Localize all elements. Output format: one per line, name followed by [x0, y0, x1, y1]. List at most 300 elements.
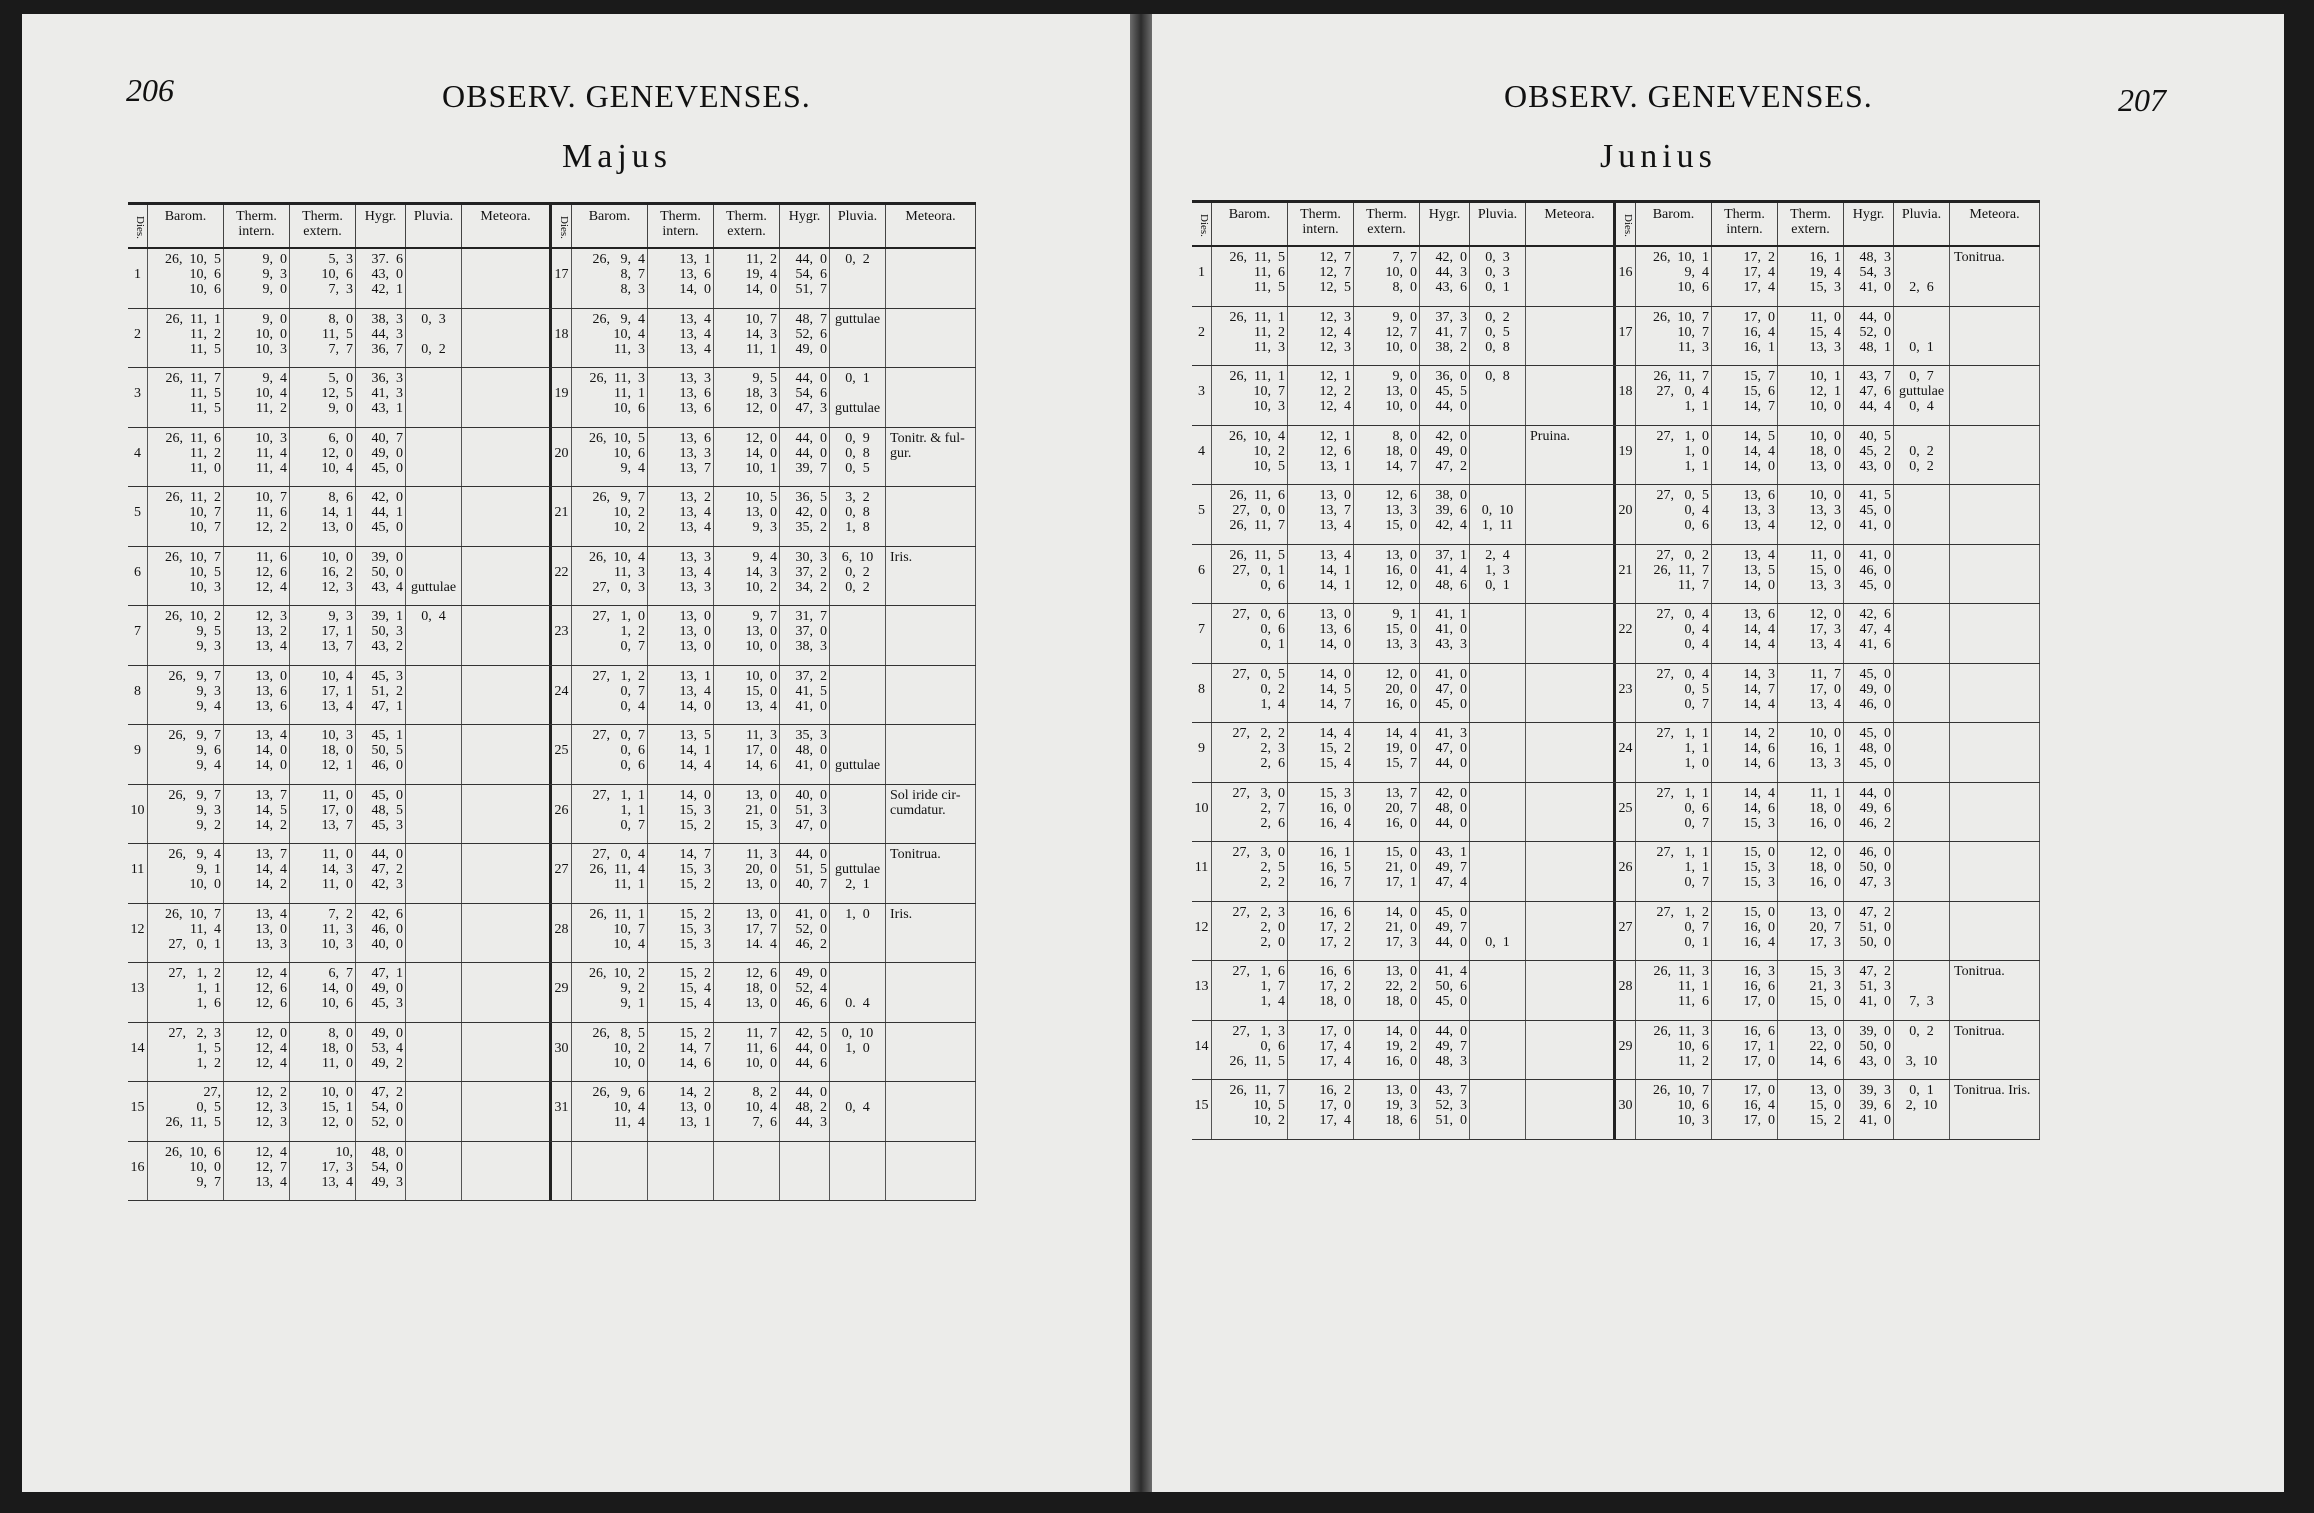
column-header: Therm. extern. — [1778, 203, 1844, 245]
cell-te: 13, 0 22, 0 14, 6 — [1778, 1021, 1844, 1080]
cell-day: 5 — [1192, 485, 1212, 544]
cell-hygr: 44, 0 49, 6 46, 2 — [1844, 783, 1894, 842]
cell-pluv: 0, 2 — [830, 249, 886, 308]
cell-hygr: 36, 5 42, 0 35, 2 — [780, 487, 830, 546]
cell-ti: 13, 5 14, 1 14, 4 — [648, 725, 714, 784]
cell-ti: 9, 4 10, 4 11, 2 — [224, 368, 290, 427]
column-header: Meteora. — [886, 205, 976, 247]
cell-day: 23 — [552, 606, 572, 665]
table-row — [128, 428, 976, 488]
cell-pluv — [1470, 604, 1526, 663]
cell-hygr: 49, 0 52, 4 46, 6 — [780, 963, 830, 1022]
cell-met — [462, 428, 552, 487]
cell-te: 12, 0 17, 3 13, 4 — [1778, 604, 1844, 663]
cell-barom: 27, 1, 1 0, 6 0, 7 — [1636, 783, 1712, 842]
cell-met — [462, 606, 552, 665]
cell-met — [1526, 902, 1616, 961]
cell-pluv — [1894, 902, 1950, 961]
cell-met: Tonitrua. — [1950, 961, 2040, 1020]
cell-met — [1526, 1080, 1616, 1139]
cell-te: 7, 2 11, 3 10, 3 — [290, 904, 356, 963]
cell-barom: 26, 11, 5 27, 0, 1 0, 6 — [1212, 545, 1288, 604]
cell-hygr: 42, 5 44, 0 44, 6 — [780, 1023, 830, 1082]
cell-hygr: 39, 0 50, 0 43, 4 — [356, 547, 406, 606]
cell-met — [462, 666, 552, 725]
cell-te: 9, 5 18, 3 12, 0 — [714, 368, 780, 427]
cell-pluv — [1894, 664, 1950, 723]
cell-hygr: 44, 0 52, 0 48, 1 — [1844, 307, 1894, 366]
cell-barom: 26, 11, 3 11, 1 11, 6 — [1636, 961, 1712, 1020]
cell-ti: 13, 6 14, 4 14, 4 — [1712, 604, 1778, 663]
cell-hygr: 41, 3 47, 0 44, 0 — [1420, 723, 1470, 782]
cell-met — [1526, 723, 1616, 782]
cell-ti: 14, 2 14, 6 14, 6 — [1712, 723, 1778, 782]
cell-ti: 13, 0 13, 0 13, 0 — [648, 606, 714, 665]
cell-pluv: 1, 0 — [830, 904, 886, 963]
cell-pluv: 0, 9 0, 8 0, 5 — [830, 428, 886, 487]
cell-ti: 15, 3 16, 0 16, 4 — [1288, 783, 1354, 842]
cell-ti: 15, 0 15, 3 15, 3 — [1712, 842, 1778, 901]
cell-met — [886, 606, 976, 665]
cell-te: 15, 0 21, 0 17, 1 — [1354, 842, 1420, 901]
cell-met — [886, 368, 976, 427]
table-row — [128, 1142, 976, 1202]
table-row — [1192, 961, 2040, 1021]
cell-met: Iris. — [886, 904, 976, 963]
cell-te: 8, 0 18, 0 11, 0 — [290, 1023, 356, 1082]
cell-barom: 27, 1, 2 0, 7 0, 4 — [572, 666, 648, 725]
cell-met — [462, 249, 552, 308]
cell-day: 21 — [1616, 545, 1636, 604]
cell-barom: 27, 0, 5 26, 11, 5 — [148, 1082, 224, 1141]
table-row — [128, 487, 976, 547]
cell-day: 28 — [1616, 961, 1636, 1020]
cell-hygr: 41, 0 52, 0 46, 2 — [780, 904, 830, 963]
cell-met — [1526, 307, 1616, 366]
cell-barom: 27, 0, 4 0, 5 0, 7 — [1636, 664, 1712, 723]
cell-met — [462, 1142, 552, 1201]
cell-te: 6, 7 14, 0 10, 6 — [290, 963, 356, 1022]
cell-barom: 26, 9, 7 9, 6 9, 4 — [148, 725, 224, 784]
cell-ti: 13, 4 13, 5 14, 0 — [1712, 545, 1778, 604]
cell-pluv — [830, 1142, 886, 1201]
cell-pluv: 0, 3 0, 2 — [406, 309, 462, 368]
cell-day: 1 — [128, 249, 148, 308]
cell-hygr: 45, 0 48, 0 45, 0 — [1844, 723, 1894, 782]
cell-hygr: 44, 0 44, 0 39, 7 — [780, 428, 830, 487]
table-row — [128, 368, 976, 428]
month-title: Majus — [562, 138, 672, 175]
cell-ti: 14, 4 14, 6 15, 3 — [1712, 783, 1778, 842]
cell-barom: 27, 1, 1 1, 1 0, 7 — [572, 785, 648, 844]
cell-hygr: 46, 0 50, 0 47, 3 — [1844, 842, 1894, 901]
cell-te: 11, 7 11, 6 10, 0 — [714, 1023, 780, 1082]
cell-day: 25 — [1616, 783, 1636, 842]
cell-met — [1526, 1021, 1616, 1080]
cell-barom: 26, 10, 7 11, 4 27, 0, 1 — [148, 904, 224, 963]
cell-pluv: 0, 7 guttulae 0, 4 — [1894, 366, 1950, 425]
weather-table — [128, 202, 976, 1201]
cell-pluv: 0. 4 — [830, 963, 886, 1022]
cell-ti: 12, 7 12, 7 12, 5 — [1288, 247, 1354, 306]
cell-ti: 15, 7 15, 6 14, 7 — [1712, 366, 1778, 425]
cell-met — [1950, 426, 2040, 485]
cell-pluv: guttulae — [830, 309, 886, 368]
cell-barom: 26, 10, 4 11, 3 27, 0, 3 — [572, 547, 648, 606]
cell-barom: 26, 10, 7 10, 5 10, 3 — [148, 547, 224, 606]
column-header: Meteora. — [1526, 203, 1616, 245]
cell-barom: 26, 10, 7 10, 7 11, 3 — [1636, 307, 1712, 366]
cell-barom: 26, 10, 1 9, 4 10, 6 — [1636, 247, 1712, 306]
cell-hygr: 48, 7 52, 6 49, 0 — [780, 309, 830, 368]
cell-barom: 26, 10, 5 10, 6 10, 6 — [148, 249, 224, 308]
cell-hygr: 44, 0 54, 6 47, 3 — [780, 368, 830, 427]
cell-day: 24 — [1616, 723, 1636, 782]
cell-hygr: 42, 0 49, 0 47, 2 — [1420, 426, 1470, 485]
cell-ti: 12, 1 12, 2 12, 4 — [1288, 366, 1354, 425]
cell-barom: 26, 10, 5 10, 6 9, 4 — [572, 428, 648, 487]
cell-hygr: 37, 3 41, 7 38, 2 — [1420, 307, 1470, 366]
cell-met — [886, 963, 976, 1022]
cell-met: Iris. — [886, 547, 976, 606]
cell-pluv: 0, 4 — [830, 1082, 886, 1141]
column-header: Dies. — [128, 205, 148, 247]
cell-pluv — [406, 725, 462, 784]
cell-barom: 26, 9, 4 10, 4 11, 3 — [572, 309, 648, 368]
cell-hygr: 45, 0 49, 7 44, 0 — [1420, 902, 1470, 961]
weather-table — [1192, 200, 2040, 1140]
right-page — [1152, 14, 2284, 1492]
cell-barom: 26, 11, 1 11, 2 11, 3 — [1212, 307, 1288, 366]
cell-ti: 13, 0 13, 6 13, 6 — [224, 666, 290, 725]
cell-barom: 26, 11, 7 11, 5 11, 5 — [148, 368, 224, 427]
cell-day: 20 — [1616, 485, 1636, 544]
cell-pluv — [1894, 842, 1950, 901]
cell-pluv — [406, 1142, 462, 1201]
cell-pluv: 0, 2 3, 10 — [1894, 1021, 1950, 1080]
cell-hygr: 42, 6 47, 4 41, 6 — [1844, 604, 1894, 663]
cell-te: 14, 0 19, 2 16, 0 — [1354, 1021, 1420, 1080]
cell-hygr: 44, 0 49, 7 48, 3 — [1420, 1021, 1470, 1080]
running-head: OBSERV. GENEVENSES. — [442, 78, 811, 114]
table-row — [1192, 307, 2040, 367]
cell-hygr: 41, 1 41, 0 43, 3 — [1420, 604, 1470, 663]
cell-hygr: 47, 2 51, 3 41, 0 — [1844, 961, 1894, 1020]
cell-barom: 26, 11, 1 11, 2 11, 5 — [148, 309, 224, 368]
cell-met — [1950, 902, 2040, 961]
cell-barom: 26, 11, 1 10, 7 10, 3 — [1212, 366, 1288, 425]
cell-met — [462, 487, 552, 546]
cell-day: 30 — [1616, 1080, 1636, 1139]
table-row — [1192, 783, 2040, 843]
cell-hygr: 36, 3 41, 3 43, 1 — [356, 368, 406, 427]
cell-ti: 14, 2 13, 0 13, 1 — [648, 1082, 714, 1141]
cell-te: 9, 0 13, 0 10, 0 — [1354, 366, 1420, 425]
cell-hygr: 39, 3 39, 6 41, 0 — [1844, 1080, 1894, 1139]
cell-barom: 27, 1, 2 0, 7 0, 1 — [1636, 902, 1712, 961]
cell-te: 12, 0 20, 0 16, 0 — [1354, 664, 1420, 723]
cell-pluv — [1470, 961, 1526, 1020]
cell-pluv — [406, 368, 462, 427]
cell-hygr: 39, 1 50, 3 43, 2 — [356, 606, 406, 665]
cell-day: 23 — [1616, 664, 1636, 723]
cell-hygr: 36, 0 45, 5 44, 0 — [1420, 366, 1470, 425]
cell-met — [886, 1023, 976, 1082]
cell-hygr: 48, 3 54, 3 41, 0 — [1844, 247, 1894, 306]
cell-barom: 26, 11, 2 10, 7 10, 7 — [148, 487, 224, 546]
cell-pluv: 2, 6 — [1894, 247, 1950, 306]
cell-ti: 15, 2 15, 4 15, 4 — [648, 963, 714, 1022]
cell-barom: 27, 2, 3 1, 5 1, 2 — [148, 1023, 224, 1082]
cell-barom — [572, 1142, 648, 1201]
cell-pluv: 0, 4 — [406, 606, 462, 665]
table-row — [128, 963, 976, 1023]
cell-day: 8 — [1192, 664, 1212, 723]
cell-day: 13 — [1192, 961, 1212, 1020]
cell-barom: 27, 1, 2 1, 1 1, 6 — [148, 963, 224, 1022]
cell-met — [1950, 664, 2040, 723]
cell-ti: 16, 6 17, 1 17, 0 — [1712, 1021, 1778, 1080]
cell-barom: 26, 11, 1 10, 7 10, 4 — [572, 904, 648, 963]
cell-ti: 13, 0 13, 6 14, 0 — [1288, 604, 1354, 663]
table-row — [1192, 247, 2040, 307]
cell-te: 12, 6 13, 3 15, 0 — [1354, 485, 1420, 544]
cell-hygr: 38, 0 39, 6 42, 4 — [1420, 485, 1470, 544]
cell-met — [1950, 604, 2040, 663]
cell-hygr: 47, 1 49, 0 45, 3 — [356, 963, 406, 1022]
column-header: Hygr. — [356, 205, 406, 247]
cell-day: 16 — [1616, 247, 1636, 306]
cell-day: 2 — [1192, 307, 1212, 366]
cell-ti: 13, 0 13, 7 13, 4 — [1288, 485, 1354, 544]
cell-ti: 14, 3 14, 7 14, 4 — [1712, 664, 1778, 723]
cell-te: 10, 5 13, 0 9, 3 — [714, 487, 780, 546]
cell-ti: 9, 0 9, 3 9, 0 — [224, 249, 290, 308]
column-header: Barom. — [148, 205, 224, 247]
cell-pluv — [1470, 426, 1526, 485]
cell-day: 3 — [128, 368, 148, 427]
cell-hygr: 43, 1 49, 7 47, 4 — [1420, 842, 1470, 901]
cell-barom: 26, 10, 7 10, 6 10, 3 — [1636, 1080, 1712, 1139]
cell-barom: 26, 11, 7 10, 5 10, 2 — [1212, 1080, 1288, 1139]
cell-te: 11, 3 17, 0 14, 6 — [714, 725, 780, 784]
cell-hygr: 41, 5 45, 0 41, 0 — [1844, 485, 1894, 544]
cell-barom: 26, 11, 7 27, 0, 4 1, 1 — [1636, 366, 1712, 425]
cell-met — [886, 1142, 976, 1201]
cell-ti: 13, 1 13, 4 14, 0 — [648, 666, 714, 725]
cell-ti: 13, 6 13, 3 13, 7 — [648, 428, 714, 487]
cell-met — [886, 666, 976, 725]
cell-pluv — [1894, 783, 1950, 842]
column-header: Hygr. — [1844, 203, 1894, 245]
table-row — [1192, 1080, 2040, 1140]
cell-te: 11, 1 18, 0 16, 0 — [1778, 783, 1844, 842]
cell-day: 21 — [552, 487, 572, 546]
cell-met — [886, 725, 976, 784]
cell-hygr: 45, 0 49, 0 46, 0 — [1844, 664, 1894, 723]
cell-te: 9, 3 17, 1 13, 7 — [290, 606, 356, 665]
cell-ti: 12, 1 12, 6 13, 1 — [1288, 426, 1354, 485]
cell-met — [462, 785, 552, 844]
cell-te: 11, 2 19, 4 14, 0 — [714, 249, 780, 308]
table-row — [1192, 842, 2040, 902]
cell-hygr — [780, 1142, 830, 1201]
cell-ti: 13, 3 13, 6 13, 6 — [648, 368, 714, 427]
column-header: Therm. intern. — [648, 205, 714, 247]
cell-ti: 15, 2 15, 3 15, 3 — [648, 904, 714, 963]
cell-ti: 17, 2 17, 4 17, 4 — [1712, 247, 1778, 306]
cell-barom: 27, 1, 3 0, 6 26, 11, 5 — [1212, 1021, 1288, 1080]
cell-ti: 14, 5 14, 4 14, 0 — [1712, 426, 1778, 485]
cell-te: 9, 7 13, 0 10, 0 — [714, 606, 780, 665]
cell-barom: 27, 2, 3 2, 0 2, 0 — [1212, 902, 1288, 961]
column-header: Dies. — [552, 205, 572, 247]
cell-barom: 27, 1, 1 1, 1 1, 0 — [1636, 723, 1712, 782]
cell-pluv: 0, 1 — [1894, 307, 1950, 366]
cell-barom: 27, 1, 0 1, 0 1, 1 — [1636, 426, 1712, 485]
cell-met — [1950, 366, 2040, 425]
cell-te: 13, 0 20, 7 17, 3 — [1778, 902, 1844, 961]
table-row — [1192, 664, 2040, 724]
cell-barom: 26, 10, 2 9, 2 9, 1 — [572, 963, 648, 1022]
cell-te: 12, 0 18, 0 16, 0 — [1778, 842, 1844, 901]
cell-hygr: 37, 1 41, 4 48, 6 — [1420, 545, 1470, 604]
cell-barom: 27, 3, 0 2, 7 2, 6 — [1212, 783, 1288, 842]
cell-ti: 12, 3 13, 2 13, 4 — [224, 606, 290, 665]
cell-te: 10, 0 15, 1 12, 0 — [290, 1082, 356, 1141]
cell-met — [1526, 604, 1616, 663]
cell-pluv — [1470, 723, 1526, 782]
cell-te: 10, 0 16, 1 13, 3 — [1778, 723, 1844, 782]
cell-met — [462, 309, 552, 368]
cell-day: 11 — [128, 844, 148, 903]
cell-te: 13, 0 22, 2 18, 0 — [1354, 961, 1420, 1020]
cell-day: 28 — [552, 904, 572, 963]
cell-ti: 10, 3 11, 4 11, 4 — [224, 428, 290, 487]
cell-met — [462, 547, 552, 606]
cell-pluv: 0, 2 0, 5 0, 8 — [1470, 307, 1526, 366]
cell-te: 12, 0 14, 0 10, 1 — [714, 428, 780, 487]
cell-pluv: 0, 3 0, 3 0, 1 — [1470, 247, 1526, 306]
cell-ti: 9, 0 10, 0 10, 3 — [224, 309, 290, 368]
cell-met: Tonitrua. — [1950, 247, 2040, 306]
month-title: Junius — [1600, 138, 1717, 175]
cell-day: 15 — [1192, 1080, 1212, 1139]
cell-te: 10, 0 16, 2 12, 3 — [290, 547, 356, 606]
table-row — [128, 725, 976, 785]
cell-hygr: 44, 0 51, 5 40, 7 — [780, 844, 830, 903]
cell-day: 10 — [1192, 783, 1212, 842]
column-header: Barom. — [572, 205, 648, 247]
cell-day: 2 — [128, 309, 148, 368]
cell-met — [462, 844, 552, 903]
cell-day: 15 — [128, 1082, 148, 1141]
cell-barom: 27, 0, 7 0, 6 0, 6 — [572, 725, 648, 784]
column-header: Pluvia. — [1894, 203, 1950, 245]
cell-pluv: 0, 1 guttulae — [830, 368, 886, 427]
cell-ti: 16, 3 16, 6 17, 0 — [1712, 961, 1778, 1020]
cell-met — [886, 1082, 976, 1141]
cell-pluv: 7, 3 — [1894, 961, 1950, 1020]
cell-te: 8, 0 18, 0 14, 7 — [1354, 426, 1420, 485]
cell-ti: 14, 7 15, 3 15, 2 — [648, 844, 714, 903]
cell-day: 26 — [1616, 842, 1636, 901]
cell-day — [552, 1142, 572, 1201]
cell-te: 13, 0 19, 3 18, 6 — [1354, 1080, 1420, 1139]
cell-pluv: 0, 2 0, 2 — [1894, 426, 1950, 485]
cell-day: 10 — [128, 785, 148, 844]
column-header: Barom. — [1636, 203, 1712, 245]
cell-day: 7 — [128, 606, 148, 665]
cell-pluv — [406, 844, 462, 903]
cell-barom: 26, 9, 7 9, 3 9, 4 — [148, 666, 224, 725]
cell-barom: 26, 11, 5 11, 6 11, 5 — [1212, 247, 1288, 306]
page-number: 206 — [126, 72, 174, 108]
table-row — [128, 249, 976, 309]
cell-te: 5, 3 10, 6 7, 3 — [290, 249, 356, 308]
cell-pluv: 0, 8 — [1470, 366, 1526, 425]
cell-te: 16, 1 19, 4 15, 3 — [1778, 247, 1844, 306]
table-row — [128, 844, 976, 904]
cell-pluv — [830, 606, 886, 665]
cell-te: 14, 4 19, 0 15, 7 — [1354, 723, 1420, 782]
table-header — [1192, 200, 2040, 247]
column-header: Therm. extern. — [1354, 203, 1420, 245]
column-header: Barom. — [1212, 203, 1288, 245]
cell-met — [886, 487, 976, 546]
cell-pluv — [1894, 545, 1950, 604]
cell-day: 13 — [128, 963, 148, 1022]
cell-pluv — [406, 904, 462, 963]
cell-hygr: 43, 7 47, 6 44, 4 — [1844, 366, 1894, 425]
cell-pluv — [1894, 485, 1950, 544]
cell-pluv: 0, 10 1, 0 — [830, 1023, 886, 1082]
cell-te: 15, 3 21, 3 15, 0 — [1778, 961, 1844, 1020]
cell-ti: 10, 7 11, 6 12, 2 — [224, 487, 290, 546]
cell-barom: 27, 0, 5 0, 4 0, 6 — [1636, 485, 1712, 544]
cell-hygr: 35, 3 48, 0 41, 0 — [780, 725, 830, 784]
cell-hygr: 42, 0 48, 0 44, 0 — [1420, 783, 1470, 842]
cell-pluv — [830, 785, 886, 844]
cell-pluv — [1470, 1080, 1526, 1139]
cell-day: 18 — [1616, 366, 1636, 425]
column-header: Therm. intern. — [1288, 203, 1354, 245]
cell-ti: 17, 0 16, 4 16, 1 — [1712, 307, 1778, 366]
cell-met — [1526, 783, 1616, 842]
table-row — [128, 547, 976, 607]
cell-day: 14 — [128, 1023, 148, 1082]
cell-te: 8, 6 14, 1 13, 0 — [290, 487, 356, 546]
cell-met: Tonitrua. — [1950, 1021, 2040, 1080]
table-row — [128, 1082, 976, 1142]
cell-pluv — [406, 666, 462, 725]
cell-ti: 13, 4 13, 4 13, 4 — [648, 309, 714, 368]
cell-ti: 13, 2 13, 4 13, 4 — [648, 487, 714, 546]
column-header: Pluvia. — [830, 205, 886, 247]
cell-day: 20 — [552, 428, 572, 487]
cell-te: 13, 7 20, 7 16, 0 — [1354, 783, 1420, 842]
cell-hygr: 42, 6 46, 0 40, 0 — [356, 904, 406, 963]
cell-barom: 27, 0, 6 0, 6 0, 1 — [1212, 604, 1288, 663]
cell-barom: 26, 9, 7 10, 2 10, 2 — [572, 487, 648, 546]
table-row — [1192, 723, 2040, 783]
table-row — [1192, 545, 2040, 605]
cell-barom: 27, 3, 0 2, 5 2, 2 — [1212, 842, 1288, 901]
cell-te: 13, 0 17, 7 14. 4 — [714, 904, 780, 963]
cell-met — [1950, 307, 2040, 366]
column-header: Hygr. — [1420, 203, 1470, 245]
cell-ti: 11, 6 12, 6 12, 4 — [224, 547, 290, 606]
